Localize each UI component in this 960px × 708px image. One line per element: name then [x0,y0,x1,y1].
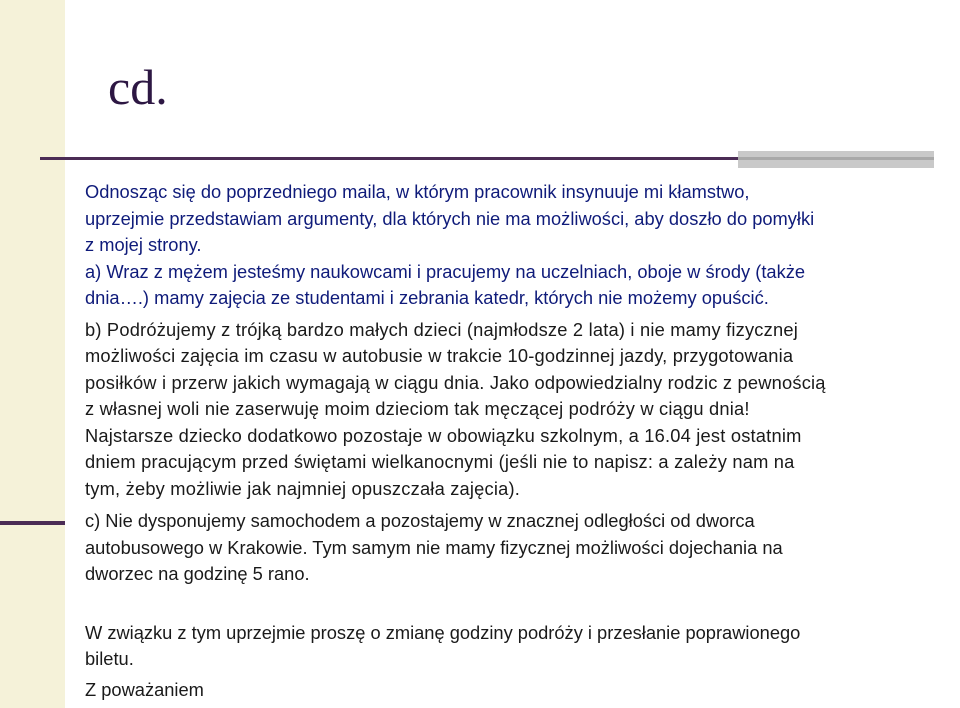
point-b-line: możliwości zajęcia im czasu w autobusie w trakcie 10-godzinnej jazdy, przygotowania [85,345,794,366]
point-a-paragraph [85,259,960,312]
request-line: biletu. [85,648,134,669]
signoff: Z poważaniem [85,678,204,700]
intro-line: Odnosząc się do poprzedniego maila, w którym pracownik insynuuje mi kłamstwo, [85,181,750,202]
point-c-line: dworzec na godzinę 5 rano. [85,563,310,584]
point-b-line: b) Podróżujemy z trójką bardzo małych dzieci (najmłodsze 2 lata) i nie mamy fizycznej [85,318,798,340]
slide-title: cd. [108,59,168,115]
point-b-line: tym, żeby możliwie jak najmniej opuszczała zajęcia). [85,477,521,499]
point-c-line: autobusowego w Krakowie. Tym samym nie mamy fizycznej możliwości dojechania na [85,536,783,558]
point-c-line: c) Nie dysponujemy samochodem a pozostajemy w znacznej odległości od dworca [85,510,755,531]
title-divider-tab [738,151,934,168]
point-a-line: a) Wraz z mężem jesteśmy naukowcami i pracujemy na uczelniach, oboje w środy (także [85,260,806,282]
request-paragraph [85,620,960,673]
slide-body [85,179,960,703]
point-b-line: z własnej woli nie zaserwuję moim dzieciom tak męczącej podróży w ciągu dnia! [85,398,750,419]
request-line: W związku z tym uprzejmie proszę o zmianę godziny podróży i przesłanie poprawionego [85,621,801,643]
point-a-line: dnia….) mamy zajęcia ze studentami i zebrania katedr, których nie możemy opuścić. [85,287,769,308]
title-divider [40,157,738,160]
point-b-line: dniem pracującym przed świętami wielkanocnymi (jeśli nie to napisz: a zależy nam na [85,451,795,472]
left-accent-bar [0,521,65,525]
point-b-line: posiłków i przerw jakich wymagają w ciągu dnia. Jako odpowiedzialny rodzic z pewnością [85,371,826,393]
intro-line: z mojej strony. [85,234,202,255]
intro-paragraph [85,179,960,259]
intro-line: uprzejmie przedstawiam argumenty, dla których nie ma możliwości, aby doszło do pomyłki [85,207,815,229]
point-b-paragraph [85,317,960,503]
left-decorative-band [0,0,65,708]
point-c-paragraph [85,508,960,588]
point-b-line: Najstarsze dziecko dodatkowo pozostaje w obowiązku szkolnym, a 16.04 jest ostatnim [85,424,802,446]
